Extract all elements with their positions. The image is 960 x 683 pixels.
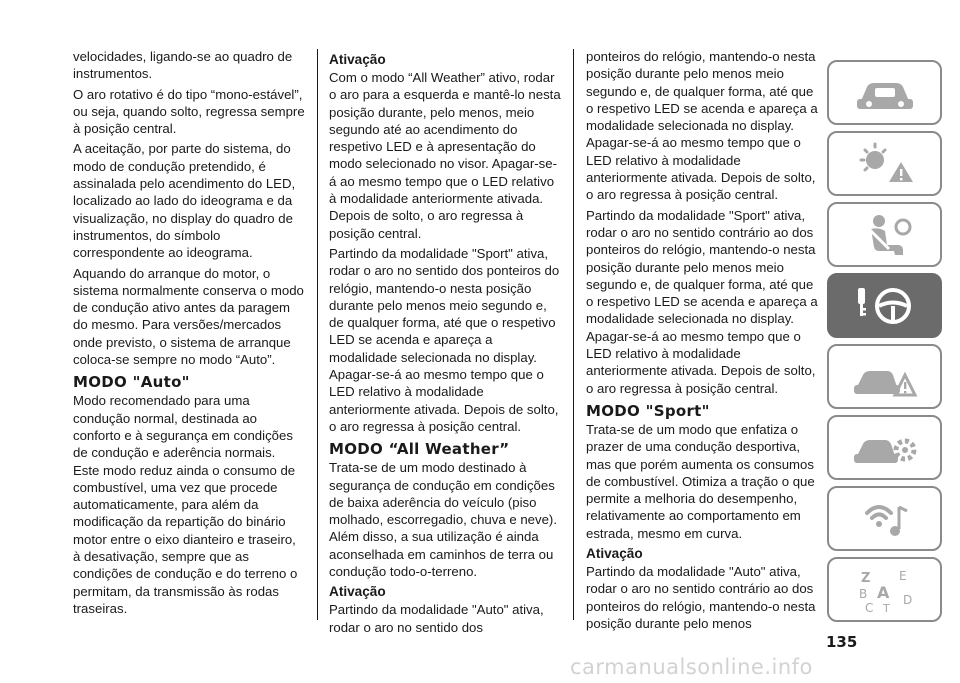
chapter-tabs bbox=[827, 60, 942, 628]
index-letter: E bbox=[898, 568, 907, 583]
key-steering-wheel-icon bbox=[849, 280, 921, 332]
text-column-3 bbox=[586, 48, 818, 635]
index-letter: D bbox=[902, 592, 912, 607]
paragraph: O aro rotativo é do tipo “mono-estável”, ou seja, quando solto, regressa sempre à posição central. bbox=[73, 86, 305, 137]
warning-lights-icon bbox=[849, 138, 921, 190]
paragraph: ponteiros do relógio, mantendo-o nesta posição durante pelo menos meio segundo e, de qualquer forma, até que o respetivo LED se acenda e apareça a modalidade selecionada no display. Apagar-se-á ao mesmo tempo que o LED relativo à modalidade anteriormente ativada. Depois de solto, o aro regressa à posição central. bbox=[586, 49, 818, 203]
paragraph: Partindo da modalidade "Sport" ativa, rodar o aro no sentido contrário ao dos ponteiros do relógio, mantendo-o nesta posição durante pelo menos meio segundo e, de qualquer forma, até que o respetivo LED se acenda e apareça a modalidade selecionada no display. Apagar-se-á ao mesmo tempo que o LED relativo à modalidade anteriormente ativada. Depois de solto, o aro regressa à posição central. bbox=[586, 207, 818, 396]
paragraph: Aquando do arranque do motor, o sistema normalmente conserva o modo de condução ativo antes da paragem do mesmo. Para versões/mercados onde previsto, o sistema de arranque coloca-se sempre no modo “Auto”. bbox=[73, 265, 304, 368]
paragraph: Partindo da modalidade "Sport" ativa, rodar o aro no sentido dos ponteiros do relógio, mantendo-o nesta posição durante pelo menos meio segundo e, de qualquer forma, até que o respetivo LED se acenda e apareça a modalidade selecionada no display. Apagar-se-á ao mesmo tempo que o LED relativo à modalidade anteriormente ativada. Depois de solto, o aro regressa à posição central. bbox=[329, 245, 560, 434]
watermark: carmanualsonline.info bbox=[570, 655, 813, 679]
car-maintenance-icon bbox=[849, 422, 921, 474]
tab-index[interactable] bbox=[827, 557, 942, 622]
paragraph: Trata-se de um modo que enfatiza o prazer de uma condução desportiva, mas que porém aumenta os consumos de combustível. Otimiza a tração o que permite a melhoria do desempenho, relativamente ao comportamento em estrada, mesmo em curva. bbox=[586, 421, 815, 541]
text-column-1 bbox=[73, 48, 305, 620]
heading-ativacao: Ativação bbox=[329, 52, 386, 67]
heading-ativacao: Ativação bbox=[329, 584, 386, 600]
car-emergency-icon bbox=[849, 351, 921, 403]
paragraph: Partindo da modalidade "Auto" ativa, rodar o aro no sentido contrário ao dos ponteiros do relógio, mantendo-o nesta posição durante pelo menos bbox=[586, 564, 816, 631]
tab-driving[interactable] bbox=[827, 273, 942, 338]
alphabetical-index-icon bbox=[849, 564, 921, 616]
index-letter: A bbox=[876, 582, 889, 602]
car-dashboard-icon bbox=[849, 67, 921, 119]
paragraph: velocidades, ligando-se ao quadro de instrumentos. bbox=[73, 49, 293, 82]
tab-dashboard[interactable] bbox=[827, 60, 942, 125]
heading-modo-auto: MODO "Auto" bbox=[73, 373, 190, 392]
paragraph: Partindo da modalidade "Auto" ativa, rodar o aro no sentido dos bbox=[329, 602, 544, 635]
paragraph: Trata-se de um modo destinado à segurança de condução em condições de baixa aderência do veículo (piso molhado, escorregadio, chuva e neve). Além disso, a sua utilização é ainda aconselhada em caminhos de terra ou condução todo-o-terreno. bbox=[329, 460, 557, 580]
multimedia-icon bbox=[849, 493, 921, 545]
index-letter: Z bbox=[860, 570, 870, 586]
index-letter: T bbox=[882, 601, 890, 615]
paragraph: Com o modo “All Weather” ativo, rodar o aro para a esquerda e mantê-lo nesta posição durante, pelo menos, meio segundo até ao acendimento do respetivo LED e à apresentação do modo selecionado no visor. Apagar-se-á ao mesmo tempo que o LED relativo à modalidade anteriormente ativada. Depois de solto, o aro regressa à posição central. bbox=[329, 70, 561, 241]
column-divider bbox=[573, 49, 574, 620]
tab-warning-lights[interactable] bbox=[827, 131, 942, 196]
tab-multimedia[interactable] bbox=[827, 486, 942, 551]
heading-modo-all-weather: MODO “All Weather” bbox=[329, 440, 510, 459]
heading-modo-sport: MODO "Sport" bbox=[586, 401, 710, 420]
paragraph: Modo recomendado para uma condução normal, destinada ao conforto e à segurança em condições de condução e aderência normais. Este modo reduz ainda o consumo de combustível, uma vez que procede automaticamente, para além da modificação da repartição do binário motor entre o eixo dianteiro e traseiro, à desativação, sempre que as condições de condução e do terreno o permitam, da transmissão às rodas traseiras. bbox=[73, 393, 298, 616]
index-letter: C bbox=[864, 600, 873, 615]
heading-ativacao: Ativação bbox=[586, 546, 643, 562]
column-divider bbox=[317, 49, 318, 620]
tab-emergency[interactable] bbox=[827, 344, 942, 409]
paragraph: A aceitação, por parte do sistema, do modo de condução pretendido, é assinalada pelo acendimento do LED, localizado ao lado do ideograma e da visualização, no display do quadro de instrumentos, do símbolo correspondente ao ideograma. bbox=[73, 141, 296, 261]
seat-safety-icon bbox=[849, 209, 921, 261]
page-number: 135 bbox=[826, 633, 858, 651]
tab-safety[interactable] bbox=[827, 202, 942, 267]
tab-maintenance[interactable] bbox=[827, 415, 942, 480]
text-column-2 bbox=[329, 48, 561, 639]
index-letter: B bbox=[858, 586, 867, 601]
